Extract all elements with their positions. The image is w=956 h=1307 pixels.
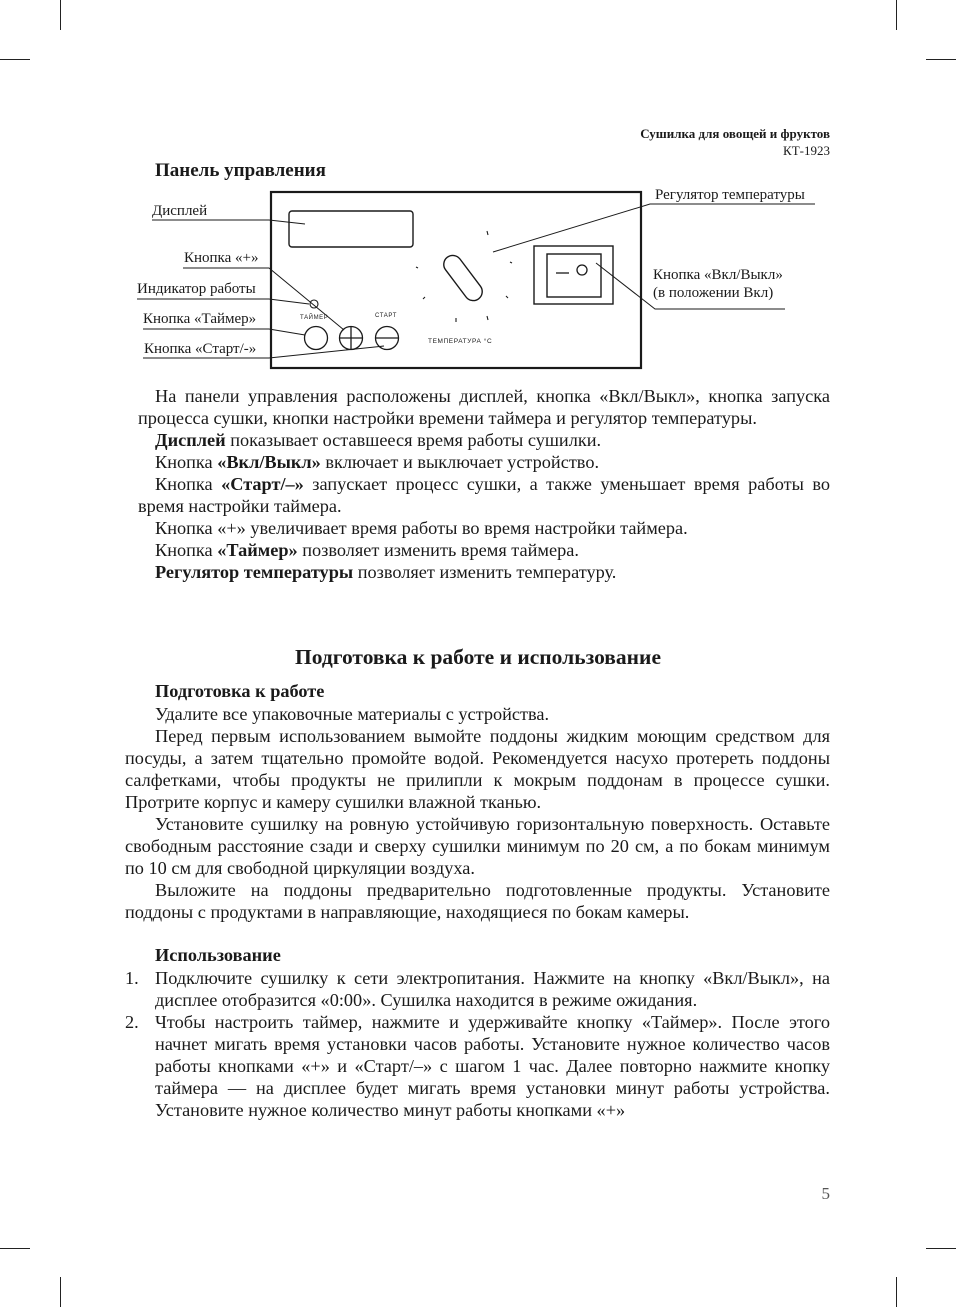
timer-paragraph: Кнопка «Таймер» позволяет изменить время таймера. <box>155 540 579 560</box>
header-title: Сушилка для овощей и фруктов <box>640 126 830 141</box>
list-item-text: Чтобы настроить таймер, нажмите и удерживайте кнопку «Таймер». После этого начнет мигать время установки часов работы. Установите нужное количество часов работы кнопками «+» и «Старт/–» с шагом 1 час. Далее повторно нажмите кнопку таймера — на дисплее будет мигать время установки минут работы устройства. Установите нужное количество минут работы кнопками «+» <box>155 1012 830 1120</box>
crop-mark <box>0 1248 30 1249</box>
label-plus-button: Кнопка «+» <box>184 250 259 266</box>
display-screen <box>289 211 413 247</box>
list-item <box>125 967 830 1011</box>
panel-text-timer: ТАЙМЕР <box>300 315 329 321</box>
panel-description <box>138 385 830 583</box>
prep-p3: Установите сушилку на ровную устойчивую горизонтальную поверхность. Оставьте свободным расстояние сзади и сверху сушилки минимум по 20 см, а по бокам минимум по 10 см для свободной циркуляции воздуха. <box>125 814 830 878</box>
header-model: КТ-1923 <box>783 143 830 158</box>
prep-p4: Выложите на поддоны предварительно подготовленные продукты. Установите поддоны с продуктами в направляющие, находящиеся по бокам камеры. <box>125 880 830 922</box>
usage-list <box>125 967 830 1121</box>
label-indicator: Индикатор работы <box>137 281 256 297</box>
label-power-line2: (в положении Вкл) <box>653 285 774 301</box>
list-item <box>125 1011 830 1121</box>
temperature-knob <box>440 252 486 304</box>
power-switch-rocker <box>547 254 601 297</box>
panel-section-title: Панель управления <box>155 160 326 181</box>
list-item-text: Подключите сушилку к сети электропитания. Нажмите на кнопку «Вкл/Выкл», на дисплее отобразится «0:00». Сушилка находится в режиме ожидания. <box>155 968 830 1010</box>
display-paragraph: Дисплей показывает оставшееся время работы сушилки. <box>155 430 602 450</box>
plus-paragraph: Кнопка «+» увеличивает время работы во время настройки таймера. <box>155 518 688 538</box>
label-timer-button: Кнопка «Таймер» <box>143 311 257 327</box>
crop-mark <box>896 1277 897 1307</box>
panel-text-temperature: ТЕМПЕРАТУРА °С <box>428 338 493 345</box>
page-number: 5 <box>821 1184 830 1203</box>
indicator-led <box>310 300 318 308</box>
prep-p2: Перед первым использованием вымойте поддоны жидким моющим средством для посуды, а затем тщательно промойте водой. Рекомендуется насухо протереть поддоны салфетками, чтобы продукты не прилипли к мокрым поддонам в процессе сушки. Протрите корпус и камеру сушилки влажной тканью. <box>125 726 830 812</box>
start-paragraph: Кнопка «Старт/–» запускает процесс сушки, а также уменьшает время работы во время настройки таймера. <box>138 474 830 516</box>
panel-text-start: СТАРТ <box>375 313 397 319</box>
prep-subheading: Подготовка к работе <box>155 681 325 701</box>
label-power-button <box>653 266 783 302</box>
label-display: Дисплей <box>152 203 208 219</box>
crop-mark <box>60 1277 61 1307</box>
temp-paragraph: Регулятор температуры позволяет изменить температуру. <box>155 562 617 582</box>
power-paragraph: Кнопка «Вкл/Выкл» включает и выключает устройство. <box>155 452 600 472</box>
label-temp-regulator: Регулятор температуры <box>655 187 805 203</box>
knob-scale <box>416 231 512 322</box>
timer-button-shape <box>305 327 328 350</box>
label-start-button: Кнопка «Старт/-» <box>144 341 257 357</box>
label-power-line1: Кнопка «Вкл/Выкл» <box>653 267 783 283</box>
list-item-number: 2. <box>125 1012 139 1032</box>
list-item-number: 1. <box>125 968 139 988</box>
prep-section-title: Подготовка к работе и использование <box>295 645 661 669</box>
crop-mark <box>926 1248 956 1249</box>
prep-paragraphs <box>125 703 830 923</box>
usage-subheading: Использование <box>155 945 281 965</box>
intro-paragraph: На панели управления расположены дисплей, кнопка «Вкл/Выкл», кнопка запуска процесса сушки, кнопки настройки времени таймера и регулятор температуры. <box>138 386 830 428</box>
prep-p1: Удалите все упаковочные материалы с устройства. <box>155 704 550 724</box>
